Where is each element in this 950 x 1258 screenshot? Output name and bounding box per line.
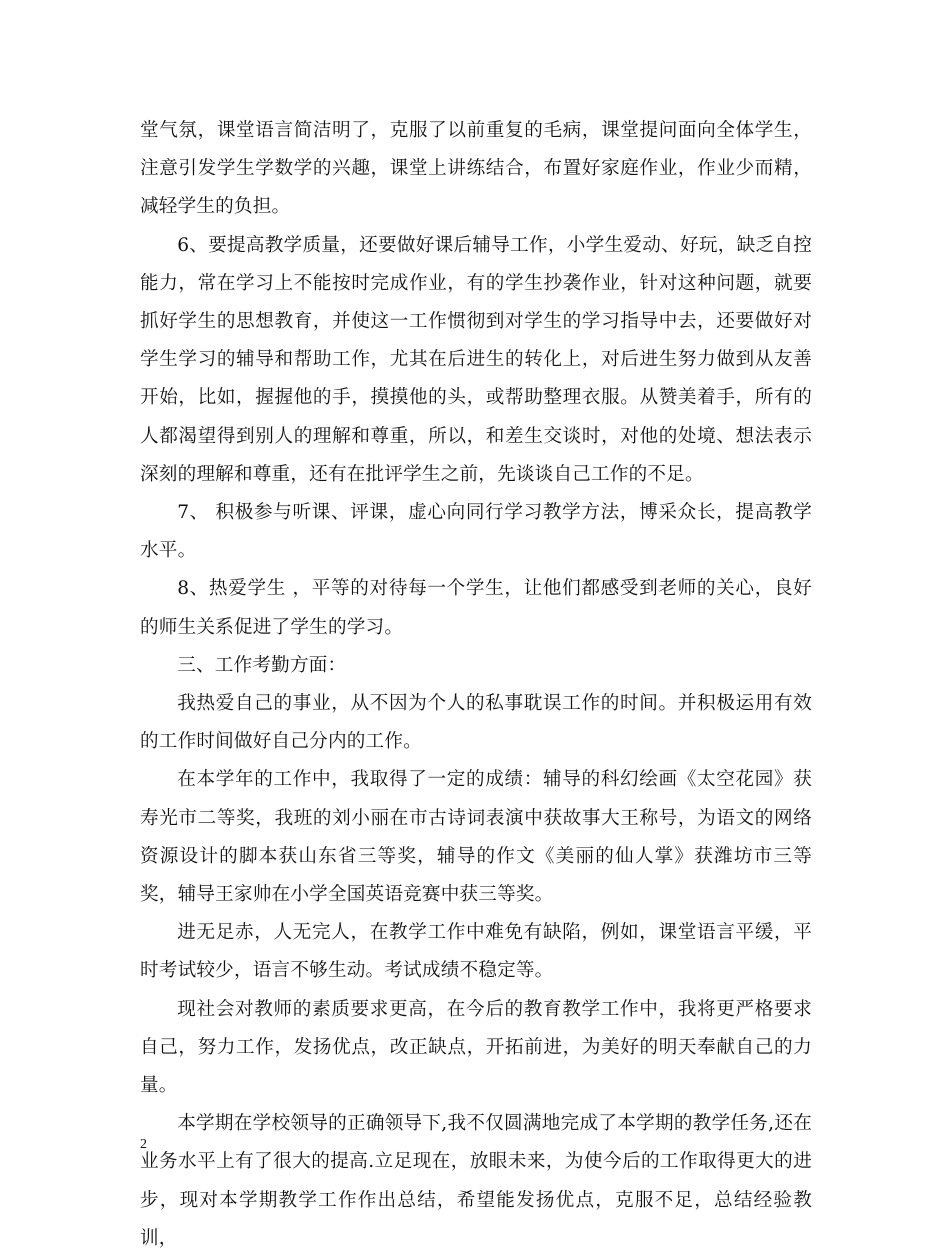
paragraph-7: 在本学年的工作中，我取得了一定的成绩：辅导的科幻绘画《太空花园》获寿光市二等奖，我班的刘小丽在市古诗词表演中获故事大王称号，为语文的网络资源设计的脚本获山东省三等奖，辅导的作文《美丽的仙人掌》获潍坊市三等奖，辅导王家帅在小学全国英语竞赛中获三等奖。: [140, 769, 812, 906]
paragraph-10: 本学期在学校领导的正确领导下,我不仅圆满地完成了本学期的教学任务,还在业务水平上有了很大的提高.立足现在，放眼未来，为使今后的工作取得更大的进步，现对本学期教学工作作出总结，希望能发扬优点，克服不足，总结经验教训，: [140, 1113, 812, 1249]
paragraph-1: 堂气氛，课堂语言简洁明了，克服了以前重复的毛病，课堂提问面向全体学生，注意引发学生学数学的兴趣，课堂上讲练结合，布置好家庭作业，作业少而精，减轻学生的负担。: [140, 120, 812, 218]
paragraph-2: 6、要提高教学质量，还要做好课后辅导工作，小学生爱动、好玩，缺乏自控能力，常在学习上不能按时完成作业，有的学生抄袭作业，针对这种问题，就要抓好学生的思想教育，并使这一工作惯彻到对学生的学习指导中去，还要做好对学生学习的辅导和帮助工作，尤其在后进生的转化上，对后进生努力做到从友善开始，比如，握握他的手，摸摸他的头，或帮助整理衣服。从赞美着手，所有的人都渴望得到别人的理解和尊重，所以，和差生交谈时，对他的处境、想法表示深刻的理解和尊重，还有在批评学生之前，先谈谈自己工作的不足。: [140, 234, 812, 485]
paragraph-4: 8、热爱学生 ，平等的对待每一个学生，让他们都感受到老师的关心，良好的师生关系促进了学生的学习。: [140, 578, 812, 638]
section-heading: 三、工作考勤方面：: [177, 654, 347, 676]
paragraph-9: 现社会对教师的素质要求更高，在今后的教育教学工作中，我将更严格要求自己，努力工作，发扬优点，改正缺点，开拓前进，为美好的明天奉献自己的力量。: [140, 998, 812, 1097]
page-number: 2: [140, 1137, 147, 1152]
document-body: [140, 112, 812, 1258]
paragraph-3: 7、 积极参与听课、评课，虚心向同行学习教学方法，博采众长，提高教学水平。: [140, 502, 812, 562]
paragraph-8: 进无足赤，人无完人，在教学工作中难免有缺陷，例如，课堂语言平缓，平时考试较少，语言不够生动。考试成绩不稳定等。: [140, 922, 812, 982]
paragraph-6: 我热爱自己的事业，从不因为个人的私事耽误工作的时间。并积极运用有效的工作时间做好自己分内的工作。: [140, 693, 812, 753]
